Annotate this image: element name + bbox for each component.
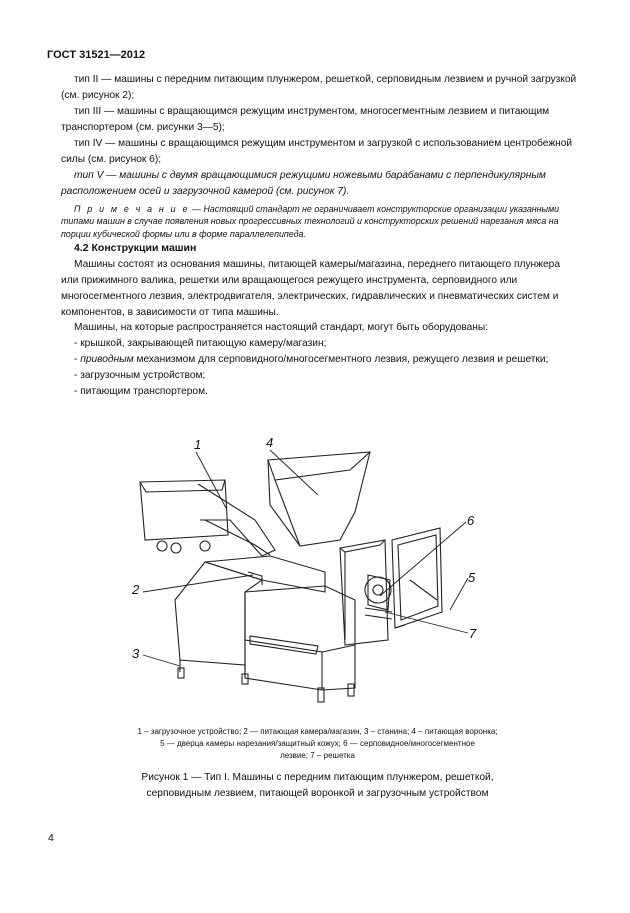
bullet-drive-prefix: - xyxy=(74,354,81,365)
callout-2: 2 xyxy=(132,582,140,597)
bullet-cover: - крышкой, закрывающей питающую камеру/магазин; xyxy=(74,338,327,349)
note-label: П р и м е ч а н и е xyxy=(74,204,190,214)
note-paragraph xyxy=(61,203,580,240)
machine-figure xyxy=(0,430,630,720)
bullet-drive xyxy=(61,352,580,368)
figure-caption-line-1: Рисунок 1 — Тип I. Машины с передним питающим плунжером, решеткой, xyxy=(141,772,494,783)
type-ii-paragraph: тип II — машины с передним питающим плунжером, решеткой, серповидным лезвием и ручной загрузкой (см. рисунок 2); xyxy=(61,74,577,101)
equipment-intro-paragraph: Машины, на которые распространяется настоящий стандарт, могут быть оборудованы: xyxy=(74,322,489,333)
document-header: ГОСТ 31521—2012 xyxy=(47,49,146,61)
bullet-loader: - загрузочным устройством; xyxy=(74,370,206,381)
bullet-conveyor: - питающим транспортером. xyxy=(74,386,208,397)
loading-device-drawing xyxy=(140,480,228,540)
figure-legend-line-1: 1 – загрузочное устройство; 2 — питающая камера/магазин, 3 – станина; 4 – питающая воронка; xyxy=(137,727,498,736)
page-number: 4 xyxy=(48,832,54,844)
callout-5: 5 xyxy=(468,570,476,585)
construction-paragraph: Машины состоят из основания машины, питающей камеры/магазина, переднего питающего плунжера или прижимного валика, решетки или вращающегося режущего инструмента, серповидного или многосегментного лезвия, электродвигателя, электрических, гидравлических и пневматических систем и компонентов, в зависимости от типа машины. xyxy=(61,259,560,318)
type-v-paragraph: тип V — машины с двумя вращающимися режущими ножевыми барабанами с перпендикулярным расположением осей и загрузочной камерой (см. рисунок 7). xyxy=(61,170,546,197)
callout-3: 3 xyxy=(132,646,140,661)
frame-drawing xyxy=(175,562,262,665)
type-iv-paragraph: тип IV — машины с вращающимся режущим инструментом и загрузкой с использованием центробежной силы (см. рисунок 6); xyxy=(61,138,573,165)
note-text: — Настоящий стандарт не ограничивает конструкторские организации указанными типами машин в случае появления новых прогрессивных технологий и конструкторских решений нарезания мяса на порции кубической формы или в форме параллелепипеда. xyxy=(61,204,560,239)
callout-6: 6 xyxy=(467,513,475,528)
bullet-drive-rest: механизмом для серповидного/многосегментного лезвия, режущего лезвия и решетки; xyxy=(133,354,549,365)
figure-caption-line-2: серповидным лезвием, питающей воронкой и загрузочным устройством xyxy=(146,788,489,799)
section-heading: 4.2 Конструкции машин xyxy=(74,242,197,254)
callout-7: 7 xyxy=(469,626,477,641)
callout-4: 4 xyxy=(266,435,274,450)
feeding-chamber-drawing xyxy=(205,556,325,592)
bullet-drive-italic: приводным xyxy=(80,354,134,365)
type-iii-paragraph: тип III — машины с вращающимся режущим инструментом, многосегментным лезвием и питающим транспортером (см. рисунки 3—5); xyxy=(61,106,550,133)
callout-1: 1 xyxy=(194,437,202,452)
figure-legend-line-2: 5 — дверца камеры нарезания/защитный кожух; 6 — серповидное/многосегментное xyxy=(160,739,475,748)
figure-legend-line-3: лезвие; 7 – решетка xyxy=(280,751,355,760)
